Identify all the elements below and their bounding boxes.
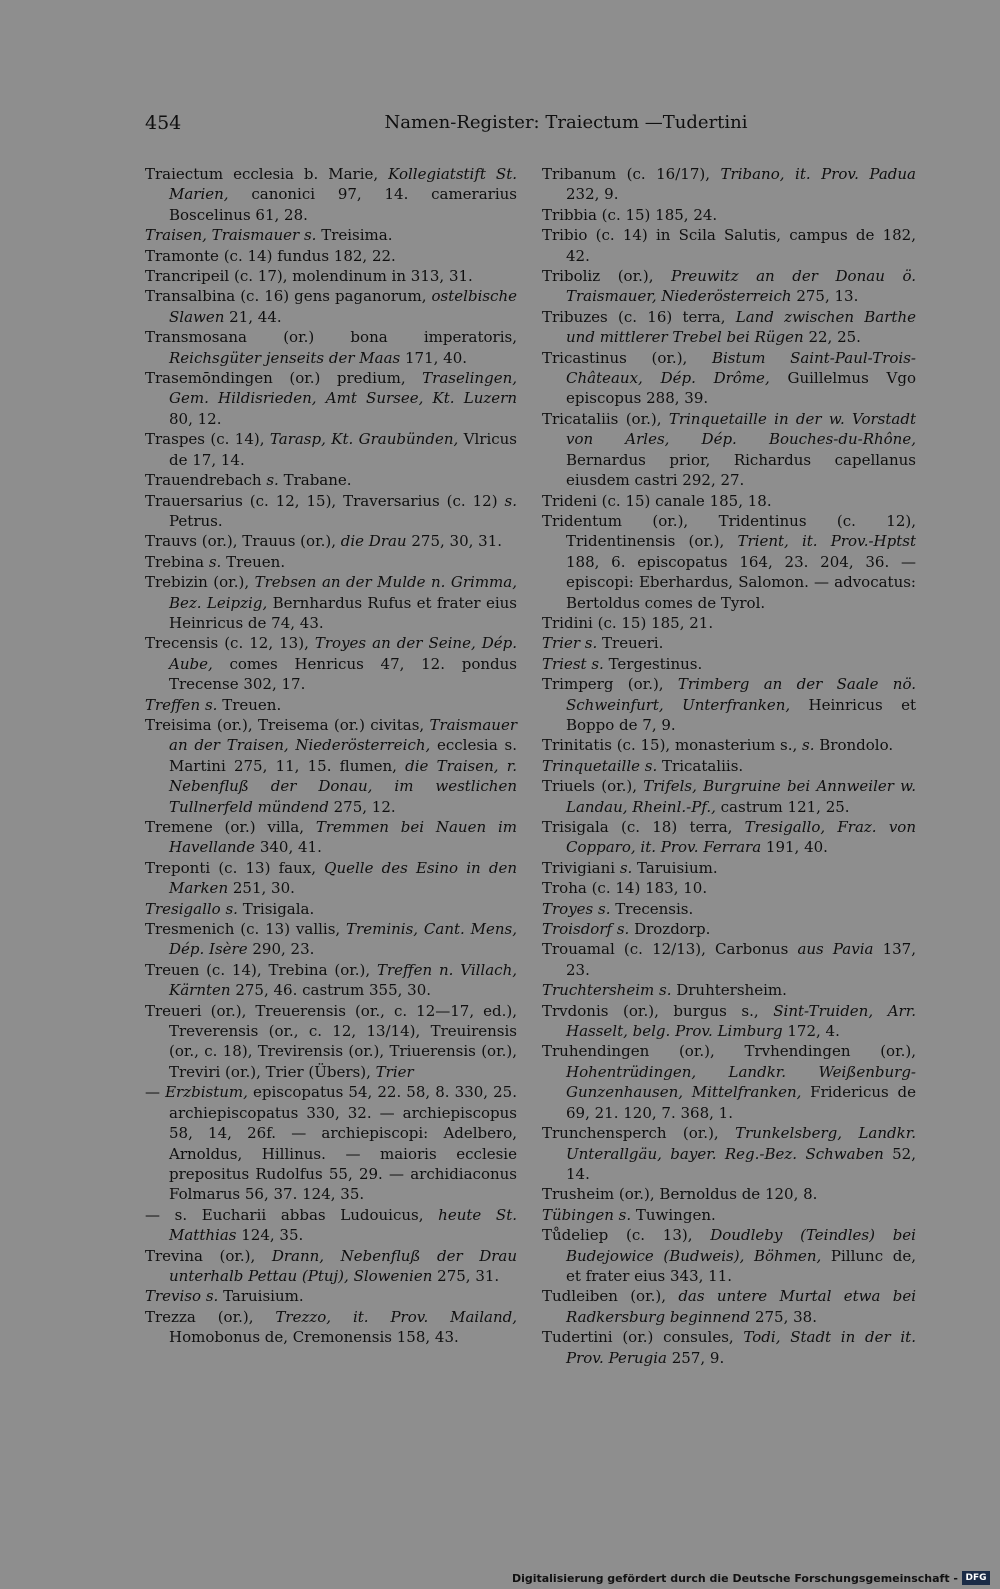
register-entry: Tridini (c. 15) 185, 21. xyxy=(542,613,714,632)
left-column xyxy=(145,164,517,1348)
register-entry: Treueri (or.), Treuerensis (or., c. 12—17, ed.), Treverensis (or., c. 12, 13/14), Treuirensis (or., c. 18), Trevirensis (or.), Triuerensis (or.), Treviri (or.), Trier (Übers), Trier xyxy=(145,1001,517,1081)
register-entry: Trideni (c. 15) canale 185, 18. xyxy=(542,491,772,510)
register-entry: Treffen s. Treuen. xyxy=(145,695,282,714)
register-entry: Tübingen s. Tuwingen. xyxy=(542,1205,716,1224)
register-entry: Tramonte (c. 14) fundus 182, 22. xyxy=(145,246,396,265)
register-entry: Trevina (or.), Drann, Nebenfluß der Drau unterhalb Pettau (Ptuj), Slowenien 275, 31. xyxy=(145,1246,517,1285)
register-entry: Traisen, Traismauer s. Treisima. xyxy=(145,226,393,245)
register-entry: Traspes (c. 14), Tarasp, Kt. Graubünden, Vlricus de 17, 14. xyxy=(145,430,517,469)
register-entry: Truhendingen (or.), Trvhendingen (or.), Hohentrüdingen, Landkr. Weißenburg-Gunzenhausen, Mittelfranken, Fridericus de 69, 21. 120, 7. 368, 1. xyxy=(542,1042,916,1122)
register-entry: Triuels (or.), Trifels, Burgruine bei Annweiler w. Landau, Rheinl.-Pf., castrum 121, 25. xyxy=(542,777,916,816)
register-entry: Troisdorf s. Drozdorp. xyxy=(542,920,711,939)
right-column xyxy=(542,164,916,1368)
register-entry: Tricataliis (or.), Trinquetaille in der w. Vorstadt von Arles, Dép. Bouches-du-Rhône, Bernardus prior, Richardus capellanus eiusdem castri 292, 27. xyxy=(542,409,916,490)
register-entry: Trancripeil (c. 17), molendinum in 313, 31. xyxy=(145,267,473,286)
register-entry: Transalbina (c. 16) gens paganorum, ostelbische Slawen 21, 44. xyxy=(145,287,517,326)
page-header xyxy=(145,112,897,142)
register-entry: Trunchensperch (or.), Trunkelsberg, Landkr. Unterallgäu, bayer. Reg.-Bez. Schwaben 52, 14. xyxy=(542,1124,916,1183)
register-entry: — Erzbistum, episcopatus 54, 22. 58, 8. 330, 25. archiepiscopatus 330, 32. — archiepiscopus 58, 14, 26f. — archiepiscopi: Adelbero, Arnoldus, Hillinus. — maioris ecclesie prepositus Rudolfus 55, 29. — archidiaconus Folmarus 56, 37. 124, 35. xyxy=(145,1083,517,1204)
register-entry: Treponti (c. 13) faux, Quelle des Esino in den Marken 251, 30. xyxy=(145,858,517,898)
register-entry: Tresmenich (c. 13) vallis, Treminis, Cant. Mens, Dép. Isère 290, 23. xyxy=(145,920,517,959)
register-entry: Tudleiben (or.), das untere Murtal etwa bei Radkersburg beginnend 275, 38. xyxy=(542,1287,916,1326)
register-entry: Tribio (c. 14) in Scila Salutis, campus de 182, 42. xyxy=(542,226,916,265)
register-entry: Trier s. Treueri. xyxy=(542,634,664,653)
register-entry: Treviso s. Taruisium. xyxy=(145,1287,304,1306)
register-entry: Trvdonis (or.), burgus s., Sint-Truiden, Arr. Hasselt, belg. Prov. Limburg 172, 4. xyxy=(542,1001,916,1041)
register-entry: Treuen (c. 14), Trebina (or.), Treffen n. Villach, Kärnten 275, 46. castrum 355, 30. xyxy=(145,960,518,1000)
register-entry: Tremene (or.) villa, Tremmen bei Nauen im Havellande 340, 41. xyxy=(145,818,517,857)
register-entry: Tůdeliep (c. 13), Doudleby (Teindles) bei Budejowice (Budweis), Böhmen, Pillunc de, et frater eius 343, 11. xyxy=(542,1226,916,1285)
register-entry: Troyes s. Trecensis. xyxy=(542,899,694,918)
register-entry: Trinquetaille s. Tricataliis. xyxy=(542,756,744,775)
register-entry: Trezza (or.), Trezzo, it. Prov. Mailand, Homobonus de, Cremonensis 158, 43. xyxy=(145,1307,517,1347)
footer-text: Digitalisierung gefördert durch die Deutsche Forschungsgemeinschaft - xyxy=(511,1571,958,1585)
footer xyxy=(512,1571,990,1585)
dfg-logo: DFG xyxy=(962,1571,990,1585)
register-entry: Troha (c. 14) 183, 10. xyxy=(542,879,708,898)
register-entry: Triboliz (or.), Preuwitz an der Donau ö. Traismauer, Niederösterreich 275, 13. xyxy=(542,267,916,306)
page-number: 454 xyxy=(145,112,182,134)
register-entry: Trusheim (or.), Bernoldus de 120, 8. xyxy=(542,1185,818,1204)
register-entry: Trivigiani s. Taruisium. xyxy=(542,858,718,877)
register-entry: Trouamal (c. 12/13), Carbonus aus Pavia 137, 23. xyxy=(542,940,916,979)
register-entry: Tribbia (c. 15) 185, 24. xyxy=(542,205,718,224)
register-entry: Treisima (or.), Treisema (or.) civitas, Traismauer an der Traisen, Niederösterreich, ecclesia s. Martini 275, 11, 15. flumen, die Traisen, r. Nebenfluß der Donau, im westlichen Tullnerfeld mündend 275, 12. xyxy=(145,715,517,816)
register-entry: Tribuzes (c. 16) terra, Land zwischen Barthe und mittlerer Trebel bei Rügen 22, 25. xyxy=(542,307,916,347)
running-head: Namen-Register: Traiectum —Tudertini xyxy=(384,112,748,133)
register-entry: Trauendrebach s. Trabane. xyxy=(145,471,352,490)
register-entry: Trinitatis (c. 15), monasterium s., s. Brondolo. xyxy=(542,736,894,755)
register-entry: Tresigallo s. Trisigala. xyxy=(145,899,315,918)
register-entry: Trebizin (or.), Trebsen an der Mulde n. Grimma, Bez. Leipzig, Bernhardus Rufus et frater eius Heinricus de 74, 43. xyxy=(145,573,517,632)
register-entry: Tridentum (or.), Tridentinus (c. 12), Tridentinensis (or.), Trient, it. Prov.-Hptst 188, 6. episcopatus 164, 23. 204, 36. — episcopi: Eberhardus, Salomon. — advocatus: Bertoldus comes de Tyrol. xyxy=(542,511,916,612)
register-entry: Traiectum ecclesia b. Marie, Kollegiatstift St. Marien, canonici 97, 14. camerarius Boscelinus 61, 28. xyxy=(145,165,517,224)
register-entry: Trauersarius (c. 12, 15), Traversarius (c. 12) s. Petrus. xyxy=(145,491,517,530)
register-entry: Trebina s. Treuen. xyxy=(145,552,286,571)
register-entry: Trecensis (c. 12, 13), Troyes an der Seine, Dép. Aube, comes Henricus 47, 12. pondus Trecense 302, 17. xyxy=(145,634,518,694)
register-entry: Transmosana (or.) bona imperatoris, Reichsgüter jenseits der Maas 171, 40. xyxy=(145,328,517,367)
register-entry: Tribanum (c. 16/17), Tribano, it. Prov. Padua 232, 9. xyxy=(542,165,916,204)
register-entry: Tudertini (or.) consules, Todi, Stadt in der it. Prov. Perugia 257, 9. xyxy=(542,1328,916,1367)
register-entry: Trasemōndingen (or.) predium, Traselingen, Gem. Hildisrieden, Amt Sursee, Kt. Luzern 80, 12. xyxy=(145,369,517,428)
register-entry: Trimperg (or.), Trimberg an der Saale nö. Schweinfurt, Unterfranken, Heinricus et Boppo de 7, 9. xyxy=(542,675,916,734)
register-entry: — s. Eucharii abbas Ludouicus, heute St. Matthias 124, 35. xyxy=(145,1205,517,1245)
register-entry: Trisigala (c. 18) terra, Tresigallo, Fraz. von Copparo, it. Prov. Ferrara 191, 40. xyxy=(542,818,916,857)
register-entry: Triest s. Tergestinus. xyxy=(542,654,703,673)
register-entry: Trauvs (or.), Trauus (or.), die Drau 275, 30, 31. xyxy=(145,532,503,551)
register-entry: Tricastinus (or.), Bistum Saint-Paul-Trois-Châteaux, Dép. Drôme, Guillelmus Vgo episcopus 288, 39. xyxy=(542,348,916,408)
register-entry: Truchtersheim s. Druhtersheim. xyxy=(542,981,787,1000)
